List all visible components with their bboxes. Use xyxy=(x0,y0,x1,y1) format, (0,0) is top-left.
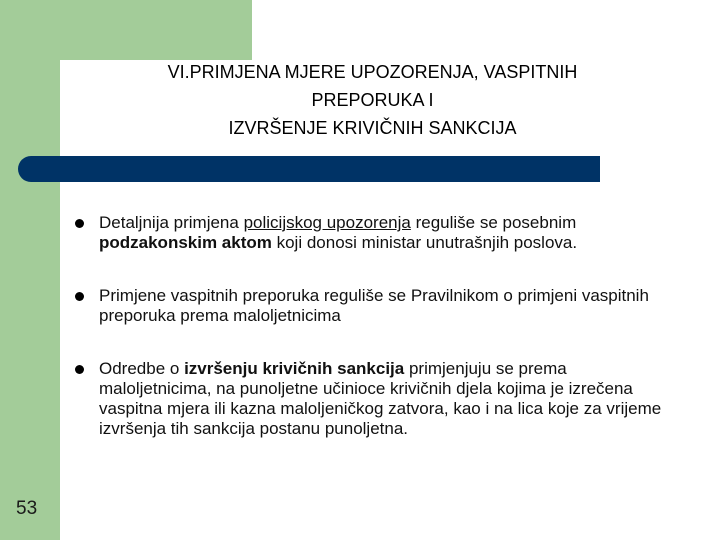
bullet-dot-icon xyxy=(75,219,84,228)
bullet-3-bold-term: izvršenju krivičnih sankcija xyxy=(184,359,405,378)
bullet-dot-icon xyxy=(75,292,84,301)
bullet-1-bold-term: podzakonskim aktom xyxy=(99,233,272,252)
left-green-band xyxy=(0,0,60,540)
bullet-3-text-b: primjenjuju se prema maloljetnicima, na punoljetne učinioce krivičnih djela kojima je izrečena vaspitna mjera ili kazna maloljeničkog zatvora, kao i na lica koje za vrijeme izvršenja tih sankcija postanu punoljetna. xyxy=(99,359,662,438)
bullet-2-text: Primjene vaspitnih preporuka reguliše se Pravilnikom o primjeni vaspitnih preporuka prema maloljetnicima xyxy=(99,286,649,325)
bullet-list xyxy=(72,213,662,439)
slide-title xyxy=(100,58,645,142)
title-line-3: IZVRŠENJE KRIVIČNIH SANKCIJA xyxy=(228,118,517,138)
page-number: 53 xyxy=(16,498,38,519)
bullet-item-3 xyxy=(72,359,662,439)
bullet-1-text-b: reguliše se posebnim xyxy=(410,213,577,232)
bullet-item-1 xyxy=(72,213,662,253)
bullet-1-underlined-term: policijskog upozorenja xyxy=(243,213,411,232)
bullet-item-2 xyxy=(72,286,662,326)
title-line-2: PREPORUKA I xyxy=(311,90,434,110)
bullet-dot-icon xyxy=(75,365,84,374)
bullet-1-text-c: koji donosi ministar unutrašnjih poslova. xyxy=(271,233,578,252)
title-line-1: VI.PRIMJENA MJERE UPOZORENJA, VASPITNIH xyxy=(167,62,578,82)
top-green-band xyxy=(60,0,252,60)
bullet-3-text-a: Odredbe o xyxy=(99,359,185,378)
title-divider-bar xyxy=(18,156,600,182)
bullet-1-text-a: Detaljnija primjena xyxy=(99,213,244,232)
